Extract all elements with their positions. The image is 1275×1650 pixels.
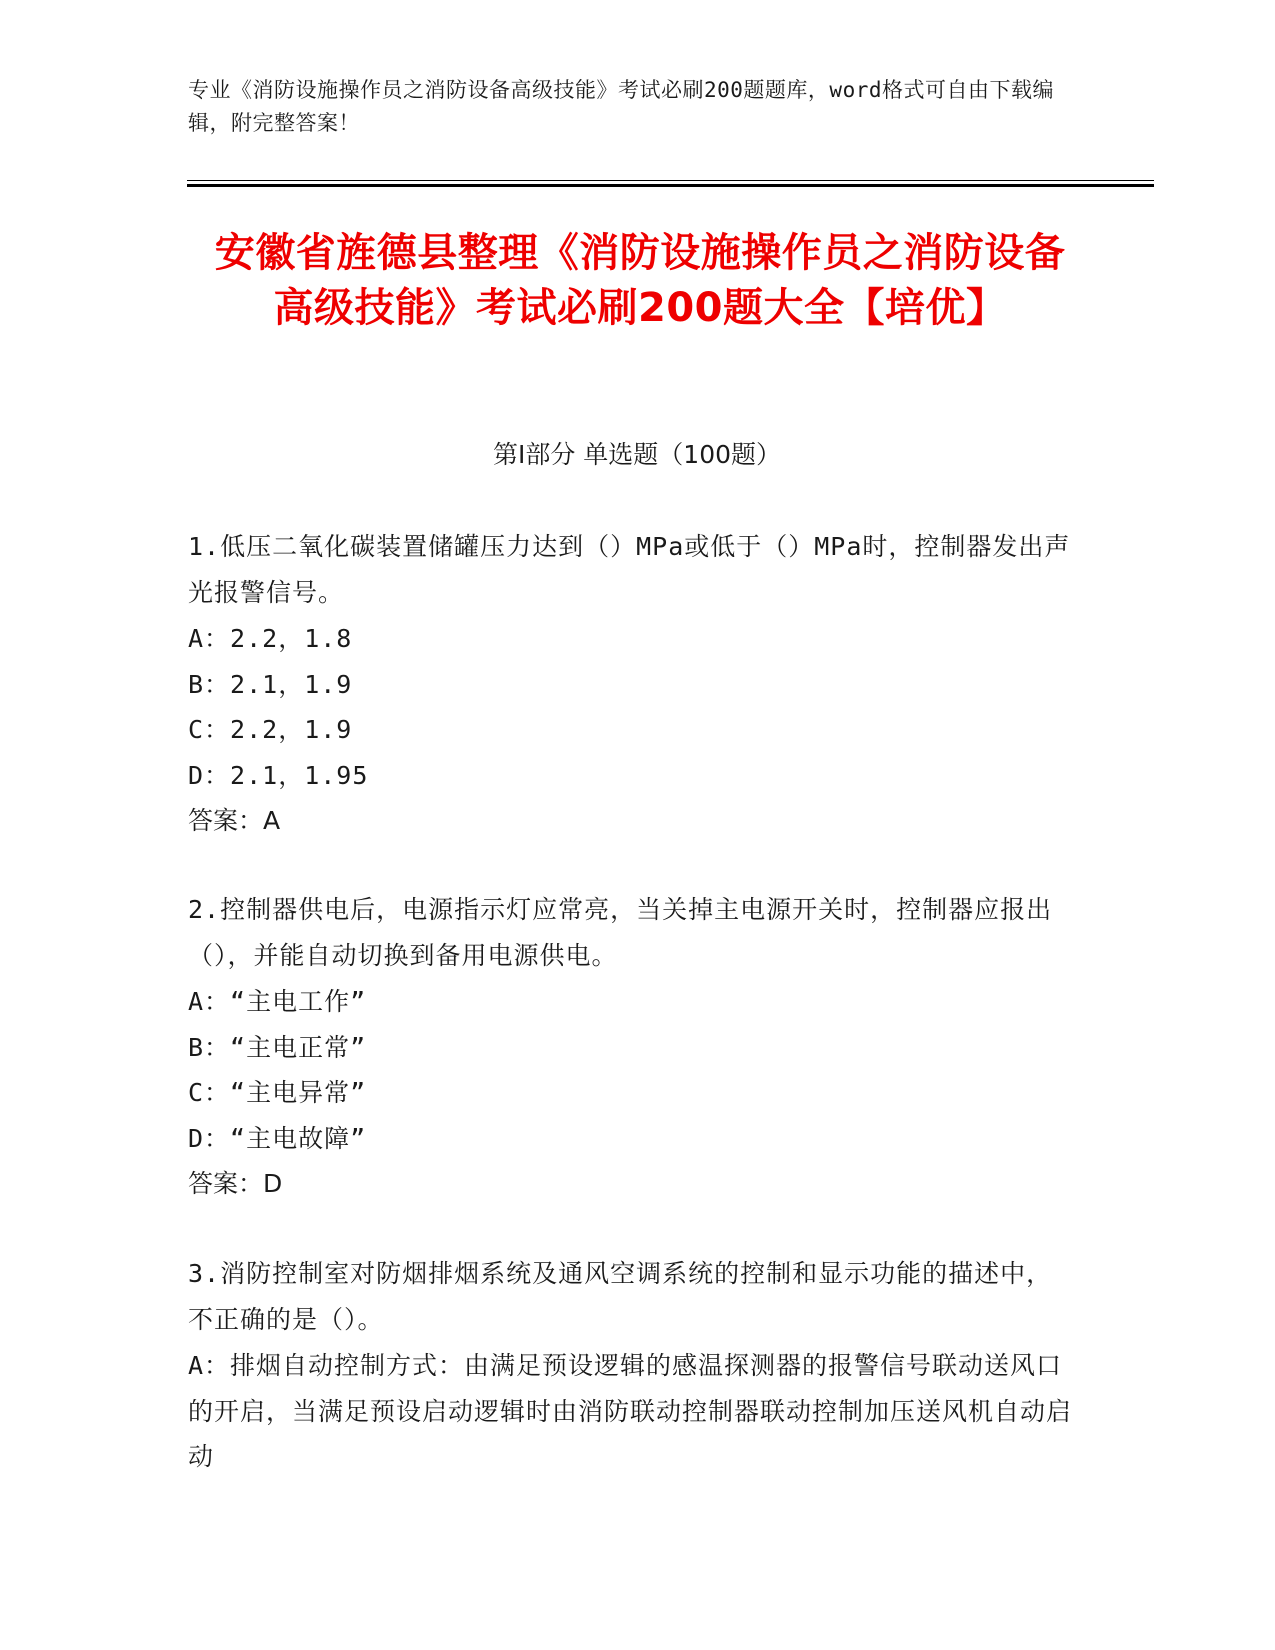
option-b: B：“主电正常”	[188, 1032, 367, 1062]
document-title: 安徽省旌德县整理《消防设施操作员之消防设备高级技能》考试必刷200题大全【培优】	[214, 230, 1066, 331]
question-stem: 1.低压二氧化碳装置储罐压力达到（）MPa或低于（）MPa时，控制器发出声光报警信号。	[188, 532, 1071, 607]
answer: 答案：D	[188, 1169, 283, 1198]
answer: 答案：A	[188, 806, 281, 835]
option-c: C：2.2，1.9	[188, 715, 353, 744]
option-d: D：“主电故障”	[188, 1123, 367, 1153]
option-c: C：“主电异常”	[188, 1078, 367, 1107]
option-a: A：“主电工作”	[188, 987, 367, 1016]
question-stem: 3.消防控制室对防烟排烟系统及通风空调系统的控制和显示功能的描述中，不正确的是（）。	[188, 1259, 1053, 1334]
question-3	[188, 1251, 1078, 1480]
option-a: A：2.2，1.8	[188, 624, 353, 653]
question-2	[188, 887, 1078, 1207]
option-d: D：2.1，1.95	[188, 760, 369, 790]
header-rule-thick	[187, 184, 1154, 187]
section-title: 第I部分 单选题（100题）	[492, 440, 782, 469]
header-note: 专业《消防设施操作员之消防设备高级技能》考试必刷200题题库，word格式可自由下载编辑，附完整答案！	[188, 78, 1054, 135]
header-rule-thin	[187, 180, 1154, 181]
question-stem: 2.控制器供电后，电源指示灯应常亮，当关掉主电源开关时，控制器应报出（），并能自动切换到备用电源供电。	[188, 895, 1053, 970]
option-a: A：排烟自动控制方式：由满足预设逻辑的感温探测器的报警信号联动送风口的开启，当满足预设启动逻辑时由消防联动控制器联动控制加压送风机自动启动	[188, 1351, 1073, 1471]
option-b: B：2.1，1.9	[188, 669, 353, 699]
question-1	[188, 524, 1078, 844]
